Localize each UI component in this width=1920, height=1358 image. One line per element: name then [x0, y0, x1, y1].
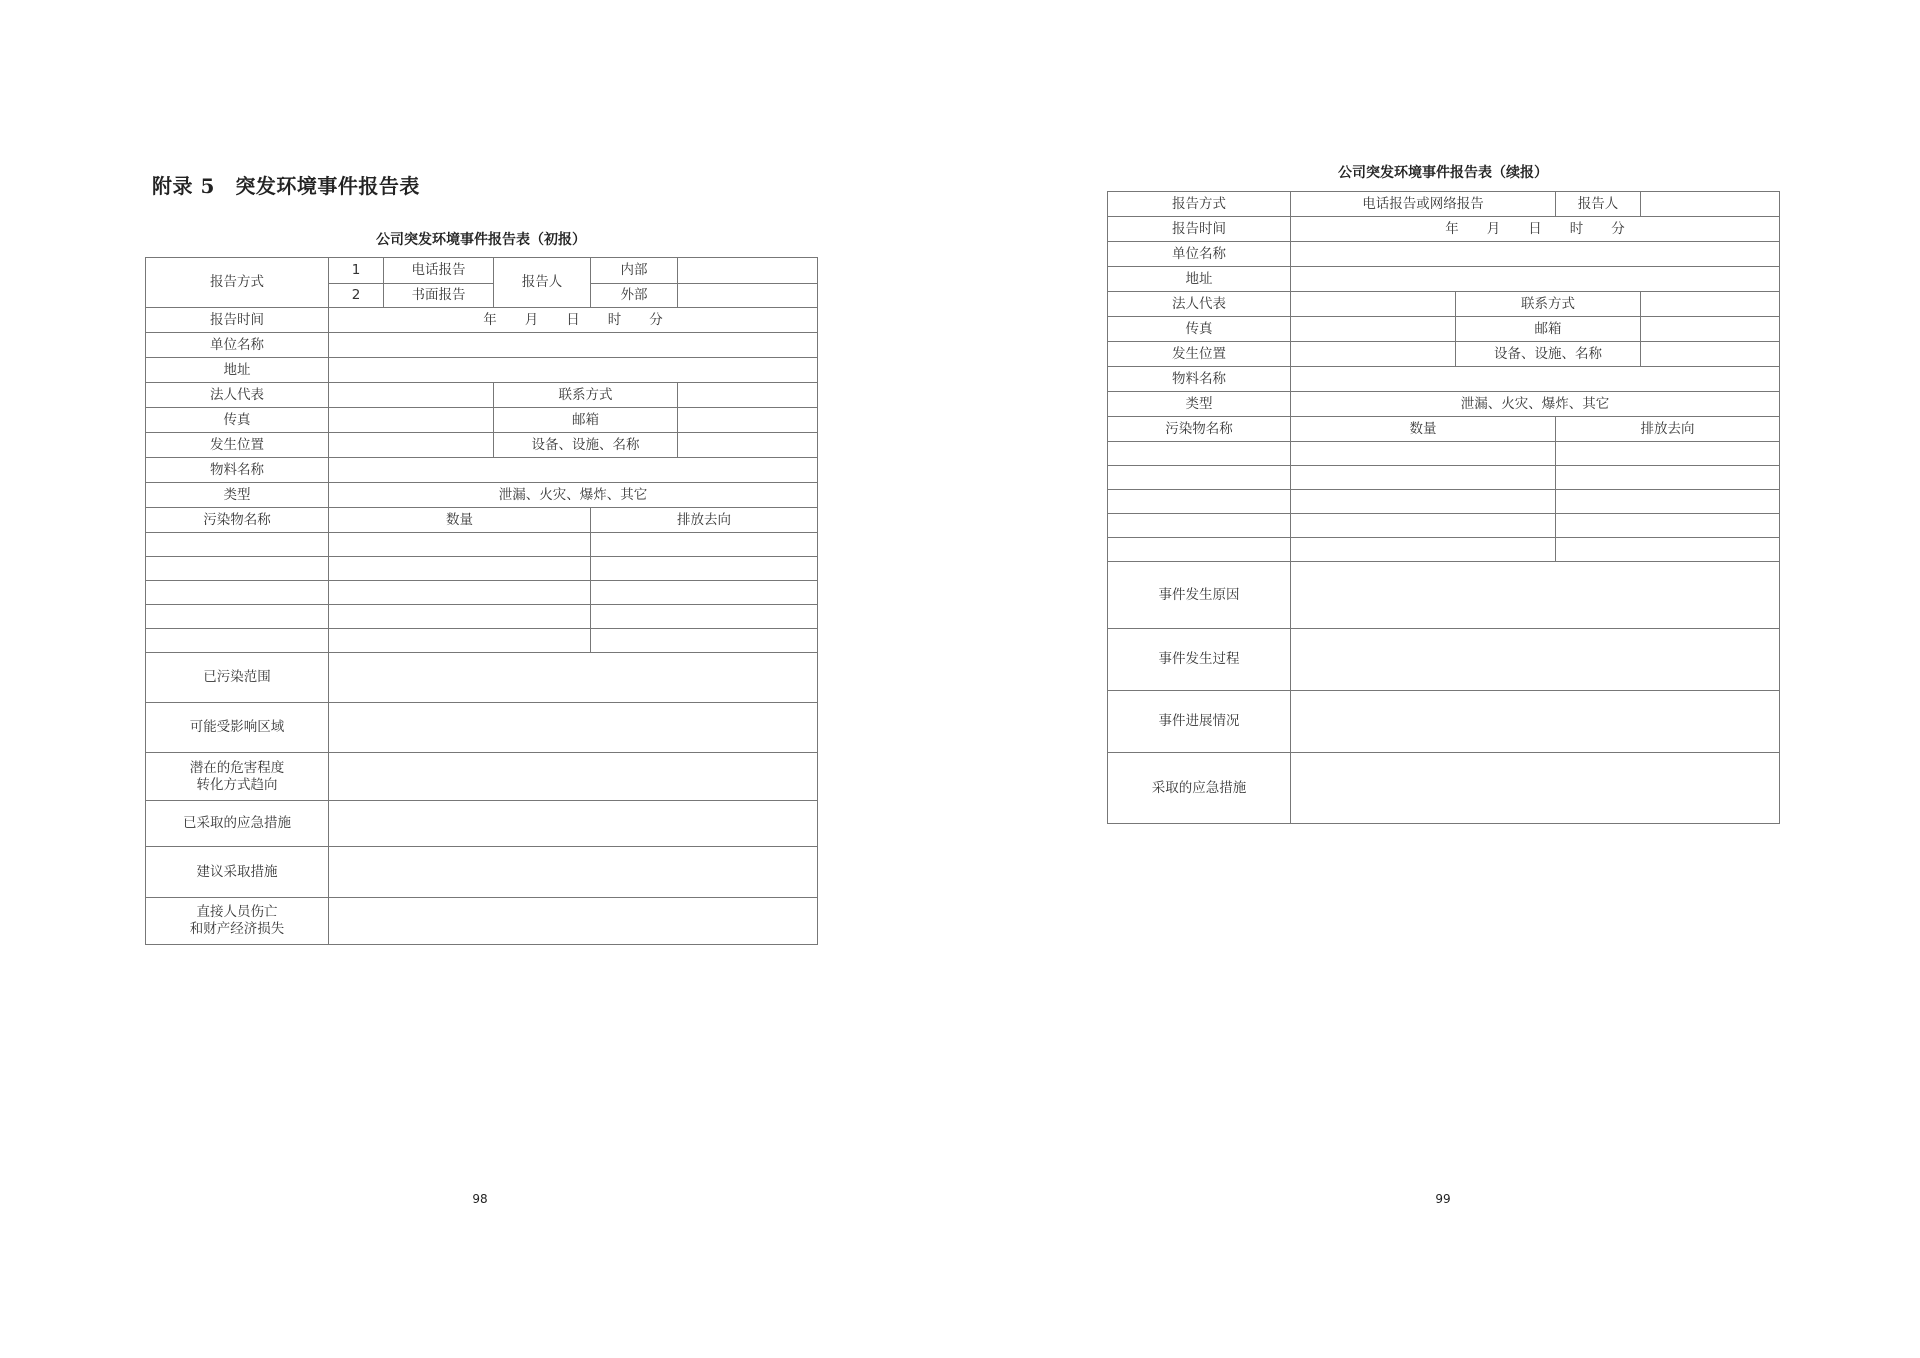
- hazard-degree-label: 潜在的危害程度 转化方式趋向: [146, 753, 329, 801]
- legal-rep-label: 法人代表: [146, 383, 329, 408]
- pollutant-row: [146, 557, 818, 581]
- fax-label: 传真: [1108, 317, 1291, 342]
- day-unit: 日: [566, 311, 580, 328]
- measures-taken-label: 已采取的应急措施: [146, 801, 329, 847]
- report-time-label: 报告时间: [1108, 217, 1291, 242]
- pollutant-name-header: 污染物名称: [146, 508, 329, 533]
- process-field[interactable]: [1291, 629, 1780, 691]
- pollutant-name-header: 污染物名称: [1108, 417, 1291, 442]
- contact-field[interactable]: [678, 383, 818, 408]
- location-label: 发生位置: [146, 433, 329, 458]
- pollutant-cell[interactable]: [146, 629, 329, 653]
- discharge-header: 排放去向: [591, 508, 818, 533]
- email-label: 邮箱: [1456, 317, 1641, 342]
- appendix-title: 附录 5 突发环境事件报告表: [152, 174, 420, 198]
- fax-field[interactable]: [1291, 317, 1456, 342]
- internal-field[interactable]: [678, 258, 818, 284]
- minute-unit: 分: [1611, 220, 1625, 237]
- unit-name-label: 单位名称: [146, 333, 329, 358]
- legal-rep-label: 法人代表: [1108, 292, 1291, 317]
- pollutant-row: [146, 629, 818, 653]
- email-label: 邮箱: [494, 408, 678, 433]
- discharge-cell[interactable]: [1556, 490, 1780, 514]
- equipment-label: 设备、设施、名称: [494, 433, 678, 458]
- measures-taken-field[interactable]: [329, 801, 818, 847]
- emergency-measures-label: 采取的应急措施: [1108, 753, 1291, 824]
- equipment-field[interactable]: [1641, 342, 1780, 367]
- discharge-cell[interactable]: [591, 581, 818, 605]
- reporter-field[interactable]: [1641, 192, 1780, 217]
- discharge-cell[interactable]: [591, 557, 818, 581]
- quantity-cell[interactable]: [329, 533, 591, 557]
- option-number: 1: [329, 258, 384, 284]
- follow-up-report-title: 公司突发环境事件报告表（续报）: [1338, 165, 1548, 181]
- month-unit: 月: [524, 311, 539, 328]
- discharge-header: 排放去向: [1556, 417, 1780, 442]
- quantity-cell[interactable]: [1291, 538, 1556, 562]
- external-field[interactable]: [678, 284, 818, 308]
- contact-field[interactable]: [1641, 292, 1780, 317]
- report-time-field[interactable]: [329, 308, 818, 333]
- reporter-label: 报告人: [1556, 192, 1641, 217]
- pollutant-cell[interactable]: [146, 581, 329, 605]
- pollutant-cell[interactable]: [146, 605, 329, 629]
- type-options: 泄漏、火灾、爆炸、其它: [329, 483, 818, 508]
- pollutant-row: [1108, 538, 1780, 562]
- location-label: 发生位置: [1108, 342, 1291, 367]
- initial-report-title: 公司突发环境事件报告表（初报）: [376, 232, 586, 248]
- option-phone-report: 电话报告: [384, 258, 494, 284]
- progress-field[interactable]: [1291, 691, 1780, 753]
- pollutant-cell[interactable]: [146, 557, 329, 581]
- reporter-label: 报告人: [494, 258, 591, 308]
- location-field[interactable]: [1291, 342, 1456, 367]
- quantity-cell[interactable]: [329, 629, 591, 653]
- discharge-cell[interactable]: [1556, 466, 1780, 490]
- day-unit: 日: [1528, 220, 1542, 237]
- polluted-range-label: 已污染范围: [146, 653, 329, 703]
- equipment-label: 设备、设施、名称: [1456, 342, 1641, 367]
- unit-name-field[interactable]: [1291, 242, 1780, 267]
- discharge-cell[interactable]: [1556, 538, 1780, 562]
- casualties-label: 直接人员伤亡 和财产经济损失: [146, 898, 329, 945]
- quantity-header: 数量: [1291, 417, 1556, 442]
- casualties-field[interactable]: [329, 898, 818, 945]
- legal-rep-field[interactable]: [329, 383, 494, 408]
- unit-name-field[interactable]: [329, 333, 818, 358]
- emergency-measures-field[interactable]: [1291, 753, 1780, 824]
- report-method-label: 报告方式: [1108, 192, 1291, 217]
- option-number: 2: [329, 284, 384, 308]
- pollutant-cell[interactable]: [1108, 466, 1291, 490]
- unit-name-label: 单位名称: [1108, 242, 1291, 267]
- suggested-measures-label: 建议采取措施: [146, 847, 329, 898]
- month-unit: 月: [1486, 220, 1501, 237]
- pollutant-cell[interactable]: [1108, 490, 1291, 514]
- polluted-range-field[interactable]: [329, 653, 818, 703]
- pollutant-row: [1108, 490, 1780, 514]
- address-field[interactable]: [1291, 267, 1780, 292]
- external-label: 外部: [591, 284, 678, 308]
- hour-unit: 时: [1569, 220, 1584, 237]
- hour-unit: 时: [607, 311, 622, 328]
- discharge-cell[interactable]: [591, 605, 818, 629]
- process-label: 事件发生过程: [1108, 629, 1291, 691]
- page-number: 98: [472, 1192, 488, 1206]
- quantity-cell[interactable]: [1291, 514, 1556, 538]
- location-field[interactable]: [329, 433, 494, 458]
- quantity-cell[interactable]: [1291, 490, 1556, 514]
- discharge-cell[interactable]: [591, 533, 818, 557]
- pollutant-cell[interactable]: [1108, 514, 1291, 538]
- material-name-label: 物料名称: [146, 458, 329, 483]
- equipment-field[interactable]: [678, 433, 818, 458]
- email-field[interactable]: [1641, 317, 1780, 342]
- quantity-cell[interactable]: [329, 557, 591, 581]
- contact-label: 联系方式: [494, 383, 678, 408]
- discharge-cell[interactable]: [1556, 442, 1780, 466]
- pollutant-cell[interactable]: [1108, 538, 1291, 562]
- quantity-cell[interactable]: [329, 581, 591, 605]
- cause-field[interactable]: [1291, 562, 1780, 629]
- contact-label: 联系方式: [1456, 292, 1641, 317]
- year-unit: 年: [1445, 220, 1459, 237]
- pollutant-row: [1108, 466, 1780, 490]
- email-field[interactable]: [678, 408, 818, 433]
- type-label: 类型: [1108, 392, 1291, 417]
- material-name-field[interactable]: [329, 458, 818, 483]
- quantity-cell[interactable]: [329, 605, 591, 629]
- report-time-field[interactable]: [1291, 217, 1780, 242]
- option-written-report: 书面报告: [384, 284, 494, 308]
- initial-report-table: [145, 257, 818, 945]
- follow-up-report-table: [1107, 191, 1780, 824]
- quantity-cell[interactable]: [1291, 442, 1556, 466]
- fax-label: 传真: [146, 408, 329, 433]
- suggested-measures-field[interactable]: [329, 847, 818, 898]
- address-label: 地址: [146, 358, 329, 383]
- page-99: [960, 0, 1920, 1358]
- quantity-cell[interactable]: [1291, 466, 1556, 490]
- pollutant-row: [146, 533, 818, 557]
- fax-field[interactable]: [329, 408, 494, 433]
- pollutant-row: [146, 605, 818, 629]
- discharge-cell[interactable]: [591, 629, 818, 653]
- type-options: 泄漏、火灾、爆炸、其它: [1291, 392, 1780, 417]
- address-field[interactable]: [329, 358, 818, 383]
- internal-label: 内部: [591, 258, 678, 284]
- type-label: 类型: [146, 483, 329, 508]
- page-number: 99: [1435, 1192, 1451, 1206]
- material-name-label: 物料名称: [1108, 367, 1291, 392]
- pollutant-row: [146, 581, 818, 605]
- report-method-label: 报告方式: [146, 258, 329, 308]
- pollutant-cell[interactable]: [146, 533, 329, 557]
- affected-area-label: 可能受影响区域: [146, 703, 329, 753]
- pollutant-row: [1108, 514, 1780, 538]
- quantity-header: 数量: [329, 508, 591, 533]
- progress-label: 事件进展情况: [1108, 691, 1291, 753]
- material-name-field[interactable]: [1291, 367, 1780, 392]
- minute-unit: 分: [649, 311, 663, 328]
- cause-label: 事件发生原因: [1108, 562, 1291, 629]
- address-label: 地址: [1108, 267, 1291, 292]
- affected-area-field[interactable]: [329, 703, 818, 753]
- report-method-value: 电话报告或网络报告: [1291, 192, 1556, 217]
- year-unit: 年: [483, 311, 497, 328]
- report-time-label: 报告时间: [146, 308, 329, 333]
- legal-rep-field[interactable]: [1291, 292, 1456, 317]
- hazard-degree-field[interactable]: [329, 753, 818, 801]
- pollutant-cell[interactable]: [1108, 442, 1291, 466]
- pollutant-row: [1108, 442, 1780, 466]
- discharge-cell[interactable]: [1556, 514, 1780, 538]
